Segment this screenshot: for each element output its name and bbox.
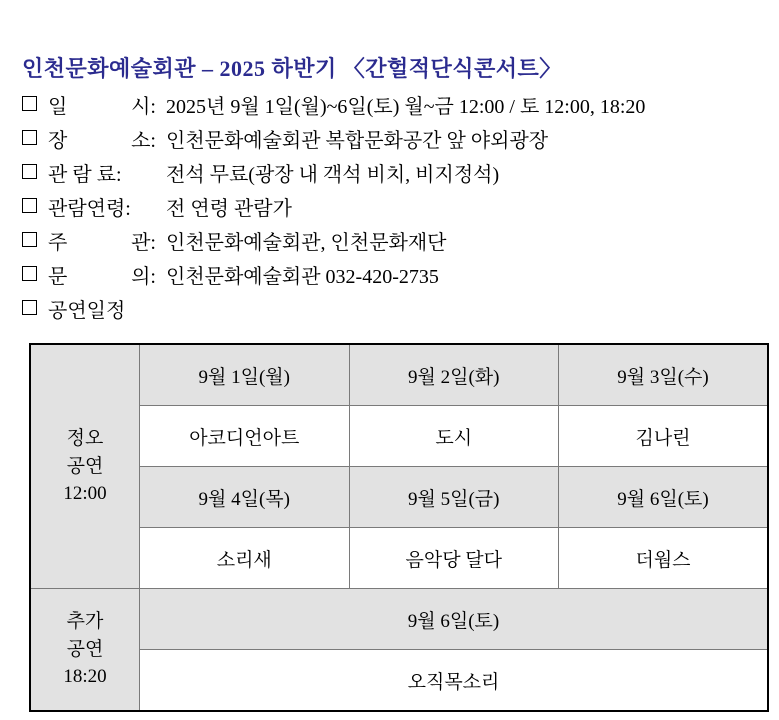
- info-row-price: [22, 165, 761, 185]
- info-label-right: 시:: [131, 96, 156, 118]
- row-header-noon: [30, 344, 140, 589]
- schedule-date-cell: 9월 2일(화): [349, 344, 559, 406]
- info-label: [48, 199, 166, 219]
- table-row: [30, 589, 768, 650]
- info-value: 인천문화예술회관 032-420-2735: [166, 266, 439, 288]
- info-label-right: 의:: [131, 266, 156, 288]
- info-value: 인천문화예술회관 복합문화공간 앞 야외광장: [166, 130, 549, 152]
- table-row: [30, 406, 768, 467]
- info-row-schedule-heading: [22, 301, 761, 321]
- schedule-performer-cell: 도시: [349, 406, 559, 467]
- info-label: [48, 267, 166, 287]
- info-list: [22, 97, 761, 321]
- schedule-date-cell: 9월 4일(목): [140, 467, 350, 528]
- info-label-right: 소:: [131, 130, 156, 152]
- info-label-left: 관 람 료:: [48, 164, 122, 186]
- info-label-left: 공연일정: [48, 300, 126, 322]
- info-row-venue: [22, 131, 761, 151]
- info-label-left: 장: [48, 130, 68, 152]
- info-label: [48, 301, 166, 321]
- checkbox-icon: [22, 266, 37, 281]
- info-label-left: 주: [48, 232, 68, 254]
- info-label-left: 관람연령:: [48, 198, 131, 220]
- checkbox-icon: [22, 130, 37, 145]
- info-row-date: [22, 97, 761, 117]
- row-header-line: 18:20: [63, 666, 107, 688]
- table-row: [30, 528, 768, 589]
- info-label: [48, 165, 166, 185]
- schedule-performer-cell: 더웜스: [559, 528, 769, 589]
- info-row-host: [22, 233, 761, 253]
- checkbox-icon: [22, 300, 37, 315]
- row-header-line: 공연: [66, 638, 104, 660]
- info-value: 인천문화예술회관, 인천문화재단: [166, 232, 447, 254]
- row-header-line: 12:00: [63, 483, 107, 505]
- row-header-line: 정오: [66, 428, 104, 450]
- table-row: [30, 650, 768, 712]
- info-label: [48, 131, 166, 151]
- checkbox-icon: [22, 96, 37, 111]
- info-value: 전석 무료(광장 내 객석 비치, 비지정석): [166, 164, 500, 186]
- info-label-left: 문: [48, 266, 68, 288]
- schedule-performer-cell: 오직목소리: [140, 650, 769, 712]
- info-value: 전 연령 관람가: [166, 198, 292, 220]
- checkbox-icon: [22, 232, 37, 247]
- schedule-performer-cell: 음악당 달다: [349, 528, 559, 589]
- page-title: 인천문화예술회관 – 2025 하반기 〈간헐적단식콘서트〉: [22, 56, 562, 81]
- row-header-extra: [30, 589, 140, 712]
- row-header-line: 공연: [66, 455, 104, 477]
- schedule-date-cell: 9월 6일(토): [140, 589, 769, 650]
- schedule-table-wrapper: [29, 343, 769, 712]
- table-row: [30, 467, 768, 528]
- info-label: [48, 97, 166, 117]
- info-label-left: 일: [48, 96, 68, 118]
- info-label: [48, 233, 166, 253]
- row-header-line: 추가: [66, 611, 104, 633]
- schedule-date-cell: 9월 5일(금): [349, 467, 559, 528]
- schedule-performer-cell: 김나린: [559, 406, 769, 467]
- schedule-date-cell: 9월 1일(월): [140, 344, 350, 406]
- schedule-performer-cell: 아코디언아트: [140, 406, 350, 467]
- info-label-right: 관:: [131, 232, 156, 254]
- checkbox-icon: [22, 198, 37, 213]
- info-row-contact: [22, 267, 761, 287]
- schedule-date-cell: 9월 6일(토): [559, 467, 769, 528]
- schedule-table: [29, 343, 769, 712]
- schedule-date-cell: 9월 3일(수): [559, 344, 769, 406]
- info-row-age: [22, 199, 761, 219]
- checkbox-icon: [22, 164, 37, 179]
- schedule-performer-cell: 소리새: [140, 528, 350, 589]
- info-value: 2025년 9월 1일(월)~6일(토) 월~금 12:00 / 토 12:00, 18:20: [166, 96, 646, 118]
- table-row: [30, 344, 768, 406]
